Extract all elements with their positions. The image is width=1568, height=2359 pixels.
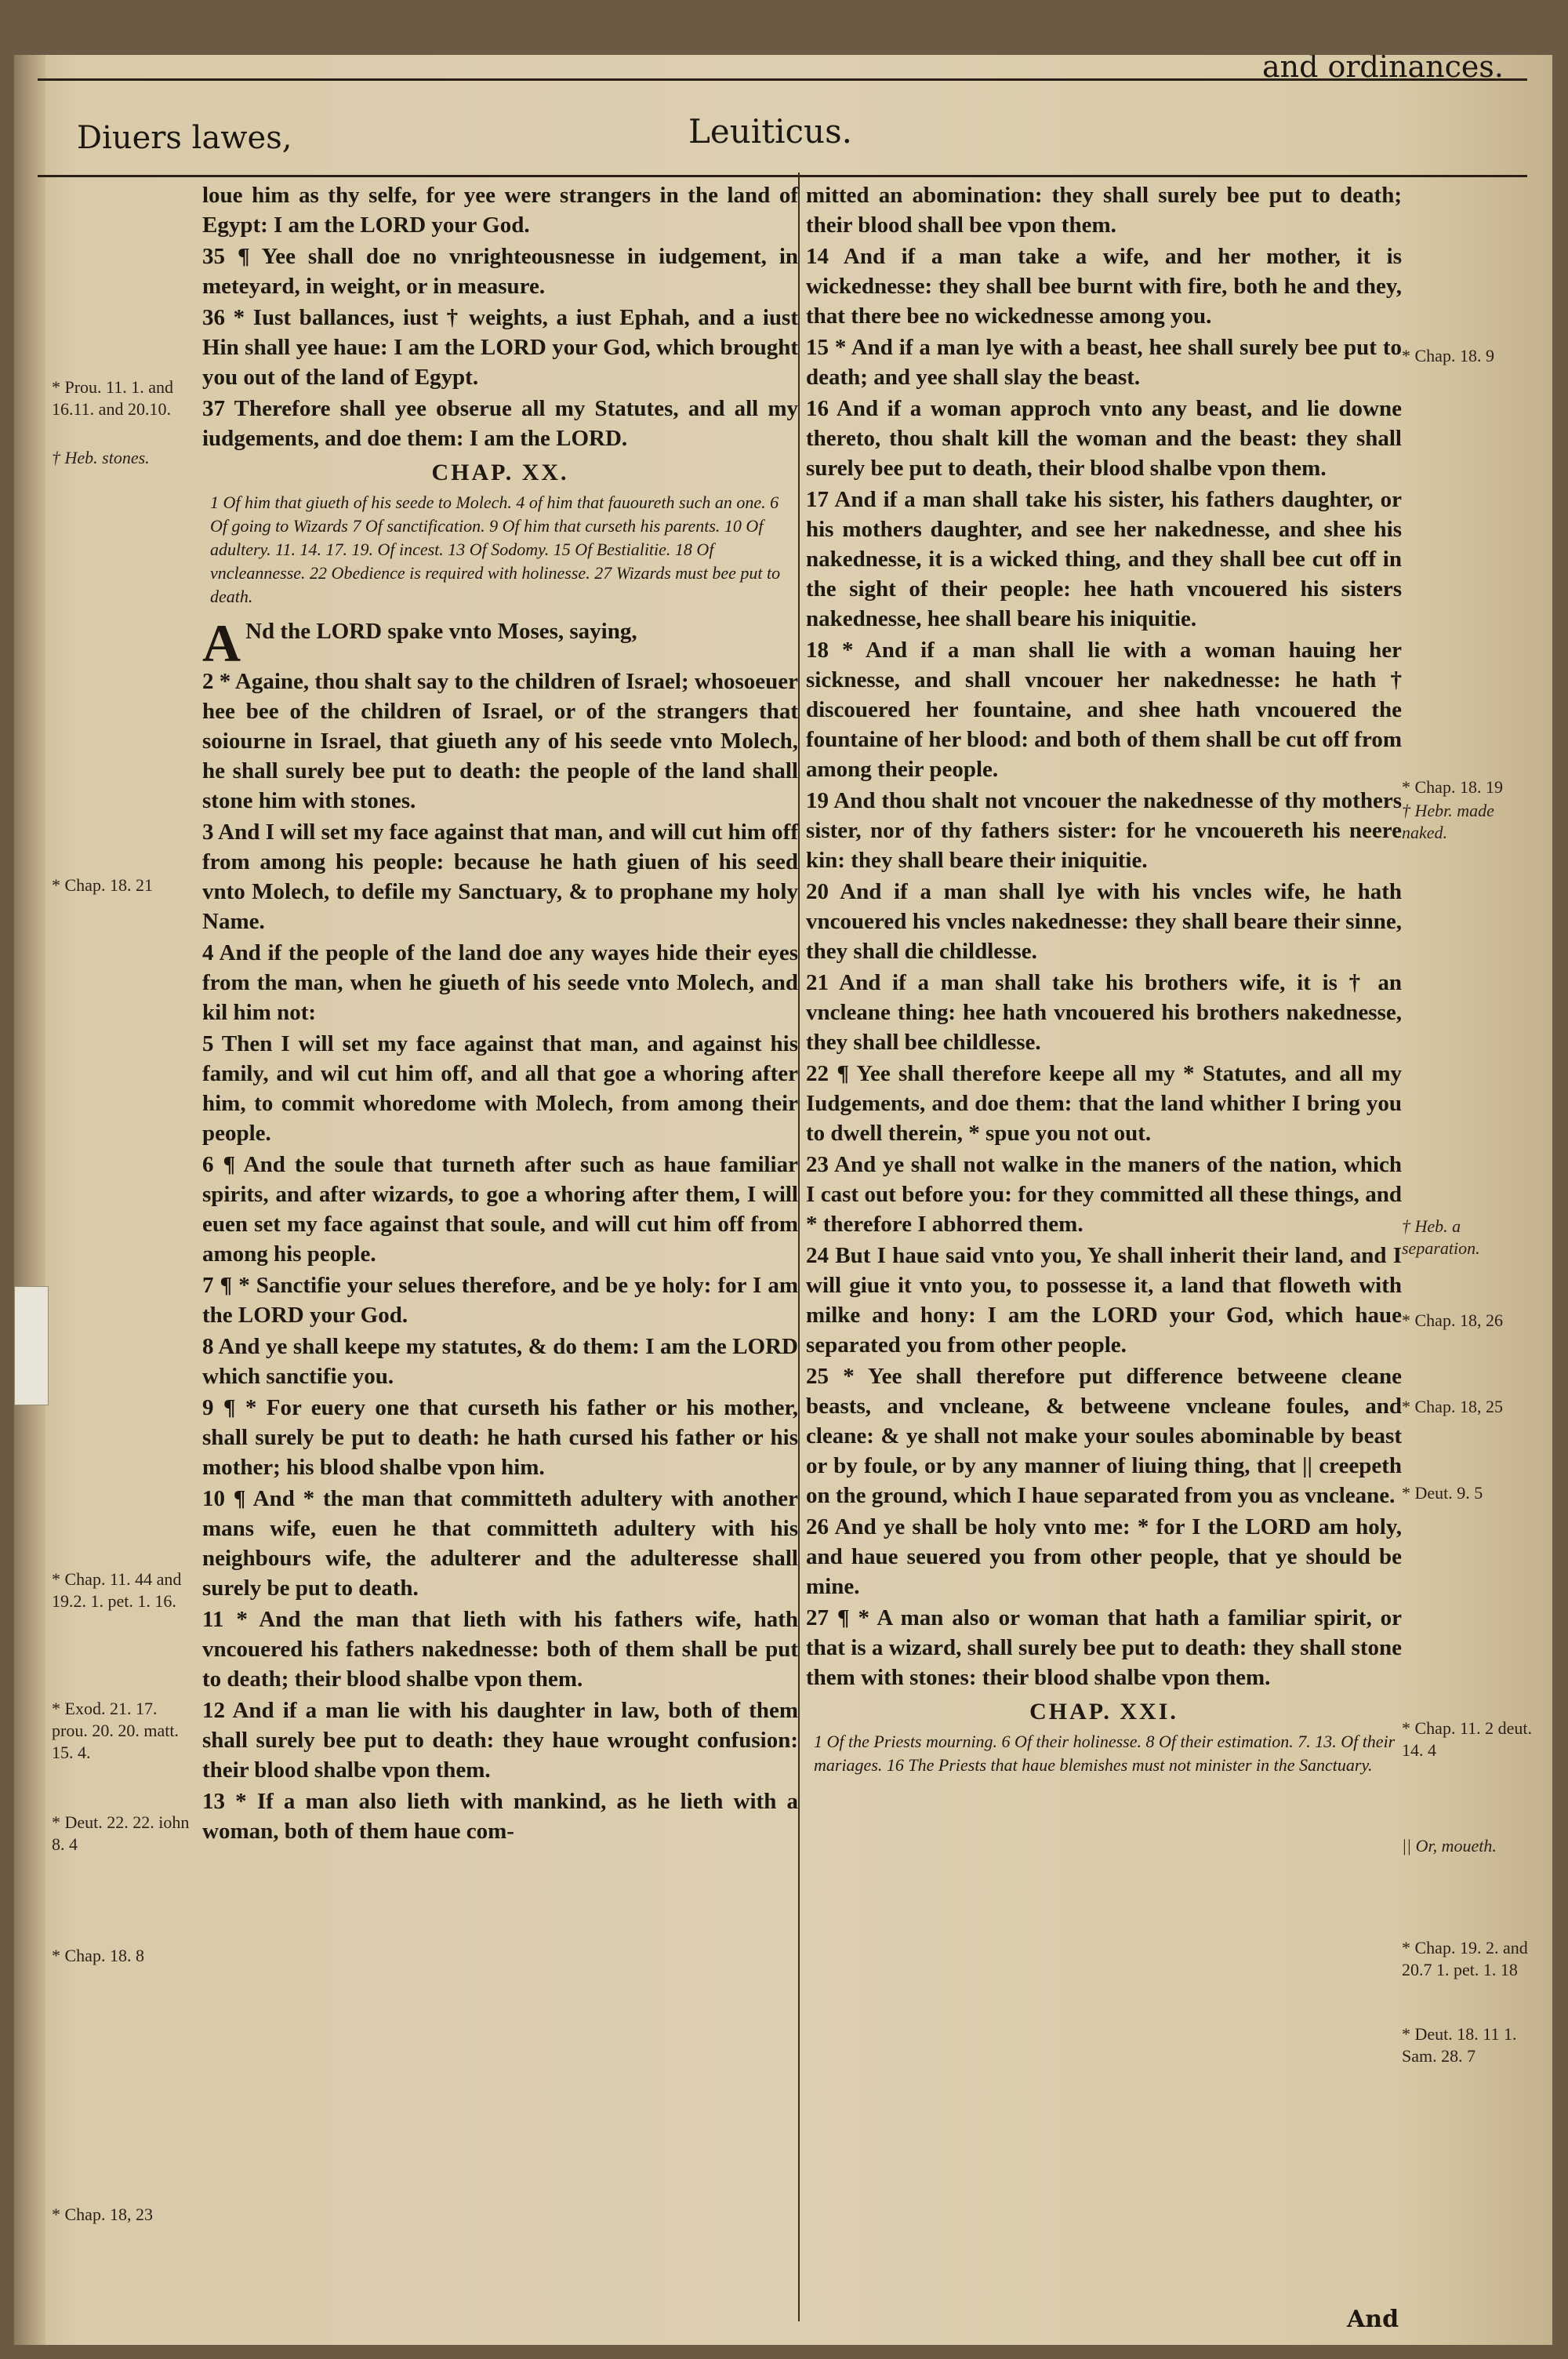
margin-note-r-chap18-25: * Chap. 18, 25 bbox=[1402, 1397, 1503, 1416]
verse-13-continuation: mitted an abomination: they shall surely bee put to death; their blood shall bee vpon them. bbox=[806, 183, 1402, 238]
margin-note-r-chap18-26: * Chap. 18, 26 bbox=[1402, 1310, 1503, 1330]
verse-26: 26 And ye shall be holy vnto me: * for I the LORD am holy, and haue seuered you from other people, that ye should be mine. bbox=[806, 1514, 1402, 1599]
margin-note-chap18-21: * Chap. 18. 21 bbox=[52, 875, 153, 895]
verse-7: 7 ¶ * Sanctifie your selues therefore, and be ye holy: for I am the LORD your God. bbox=[202, 1273, 798, 1328]
verse-5: 5 Then I will set my face against that man, and against his family, and wil cut him off, and all that goe a whoring after him, to commit whoredome with Molech, from among their people. bbox=[202, 1031, 798, 1146]
verse-10: 10 ¶ And * the man that committeth adultery with another mans wife, euen he that committeth adultery with his neighbours wife, the adulterer and the adulteresse shall surely be put to death. bbox=[202, 1486, 798, 1601]
verse-6: 6 ¶ And the soule that turneth after such as haue familiar spirits, and after wizards, to goe a whoring after them, I will euen set my face against that soule, and will cut him off from among his people. bbox=[202, 1152, 798, 1267]
chapter-title-xx: CHAP. XX. bbox=[431, 460, 569, 485]
margin-note-r-deut18: * Deut. 18. 11 1. Sam. 28. 7 bbox=[1402, 2024, 1517, 2066]
bible-page bbox=[14, 55, 1552, 2345]
verse-25: 25 * Yee shall therefore put difference betweene cleane beasts, and vncleane, & betweene vncleane foules, and cleane: & ye shall not make your soules abominable by beast or by foule, or by any manner of liuing thing, that || creepeth on the ground, which I haue separated from you as vncleane. bbox=[806, 1364, 1402, 1508]
right-column bbox=[806, 180, 1402, 1785]
catchword: And bbox=[1347, 2306, 1399, 2333]
verse-continuation: loue him as thy selfe, for yee were strangers in the land of Egypt: I am the LORD your God. bbox=[202, 183, 798, 238]
page-spine-shadow bbox=[14, 55, 45, 2345]
verse-4: 4 And if the people of the land doe any wayes hide their eyes from the man, when he giueth of his seede vnto Molech, and kil him not: bbox=[202, 940, 798, 1025]
verse-2: 2 * Againe, thou shalt say to the children of Israel; whosoeuer hee bee of the children of Israel, or of the strangers that soiourne in Israel, that giueth any of his seede vnto Molech, he shall surely bee put to death: the people of the land shall stone him with stones. bbox=[202, 669, 798, 813]
margin-note-exod: * Exod. 21. 17. prou. 20. 20. matt. 15. 4. bbox=[52, 1699, 179, 1762]
chapter-title-xxi: CHAP. XXI. bbox=[1029, 1699, 1178, 1725]
margin-note-chap11-44: * Chap. 11. 44 and 19.2. 1. pet. 1. 16. bbox=[52, 1569, 182, 1611]
verse-19: 19 And thou shalt not vncouer the nakednesse of thy mothers sister, nor of thy fathers sister: for he vncouereth his neere kin: they shall beare their iniquitie. bbox=[806, 788, 1402, 873]
verse-3: 3 And I will set my face against that man, and will cut him off from among his people: because he hath giuen of his seed vnto Molech, to defile my Sanctuary, & to prophane my holy Name. bbox=[202, 820, 798, 934]
margin-note-chap18-23: * Chap. 18, 23 bbox=[52, 2205, 153, 2224]
chapter-summary-xx: 1 Of him that giueth of his seede to Molech. 4 of him that fauoureth such an one. 6 Of going to Wizards 7 Of sanctification. 9 Of him that curseth his parents. 10 Of adultery. 11. 14. 17. 19. Of incest. 13 Of Sodomy. 15 Of Bestialitie. 18 Of vncleannesse. 22 Obedience is required with holinesse. 27 Wizards must bee put to death. bbox=[210, 493, 781, 606]
margin-note-r-heb-naked: † Hebr. made naked. bbox=[1402, 801, 1494, 842]
header-right: and ordinances. bbox=[1261, 55, 1504, 84]
verse-1 bbox=[202, 613, 798, 673]
margin-note-chap18-8: * Chap. 18. 8 bbox=[52, 1946, 144, 1965]
verse-15: 15 * And if a man lye with a beast, hee shall surely bee put to death; and yee shall slay the beast. bbox=[806, 335, 1402, 390]
verse-11: 11 * And the man that lieth with his fathers wife, hath vncouered his fathers nakednesse: both of them shall be put to death; their blood shalbe vpon them. bbox=[202, 1607, 798, 1692]
verse-22: 22 ¶ Yee shall therefore keepe all my * Statutes, and all my Iudgements, and doe them: that the land whither I bring you to dwell therein, * spue you not out. bbox=[806, 1061, 1402, 1146]
verse-37: 37 Therefore shall yee obserue all my Statutes, and all my iudgements, and doe them: I am the LORD. bbox=[202, 396, 798, 451]
margin-note-r-chap18-19: * Chap. 18. 19 bbox=[1402, 777, 1503, 797]
margin-note-deut: * Deut. 22. 22. iohn 8. 4 bbox=[52, 1812, 190, 1854]
verse-21: 21 And if a man shall take his brothers wife, it is † an vncleane thing: hee hath vncouered his brothers nakednesse, they shall bee childlesse. bbox=[806, 970, 1402, 1055]
margin-note-r-chap18-9: * Chap. 18. 9 bbox=[1402, 346, 1494, 365]
verse-24: 24 But I haue said vnto you, Ye shall inherit their land, and I will giue it vnto you, to possesse it, a land that floweth with milke and hony: I am the LORD your God, which haue separated you from other people. bbox=[806, 1243, 1402, 1358]
header-left: Diuers lawes, bbox=[77, 120, 292, 156]
running-header bbox=[38, 55, 1527, 177]
verse-12: 12 And if a man lie with his daughter in law, both of them shall surely bee put to death: they haue wrought confusion: their blood shalbe vpon them. bbox=[202, 1698, 798, 1783]
margin-note-r-chap11-2: * Chap. 11. 2 deut. 14. 4 bbox=[1402, 1718, 1532, 1760]
verse-18: 18 * And if a man shall lie with a woman hauing her sicknesse, and shall vncouer her nakednesse: he hath † discouered her fountaine, and shee hath vncouered the fountaine of her blood: and both of them shall be cut off from among their people. bbox=[806, 638, 1402, 782]
chapter-summary-xxi: 1 Of the Priests mourning. 6 Of their holinesse. 8 Of their estimation. 7. 13. Of their mariages. 16 The Priests that haue blemishes must not minister in the Sanctuary. bbox=[814, 1732, 1396, 1775]
verse-1-text: Nd the LORD spake vnto Moses, saying, bbox=[245, 619, 637, 644]
verse-20: 20 And if a man shall lye with his vncles wife, he hath vncouered his vncles nakednesse: they shall beare their sinne, they shall die childlesse. bbox=[806, 879, 1402, 964]
column-rule bbox=[798, 173, 800, 2321]
margin-note-heb-stones: † Heb. stones. bbox=[52, 448, 150, 467]
drop-cap: A bbox=[202, 613, 241, 673]
verse-23: 23 And ye shall not walke in the maners of the nation, which I cast out before you: for they committed all these things, and * therefore I abhorred them. bbox=[806, 1152, 1402, 1237]
verse-35: 35 ¶ Yee shall doe no vnrighteousnesse in iudgement, in meteyard, in weight, or in measure. bbox=[202, 244, 798, 299]
margin-note-r-chap19-2: * Chap. 19. 2. and 20.7 1. pet. 1. 18 bbox=[1402, 1938, 1528, 1979]
margin-note-r-heb-separation: † Heb. a separation. bbox=[1402, 1216, 1480, 1258]
library-stamp bbox=[14, 1286, 49, 1405]
verse-17: 17 And if a man shall take his sister, his fathers daughter, or his mothers daughter, and see her nakednesse, and shee his nakednesse, it is a wicked thing, and they shall bee cut off in the sight of their people: hee hath vncouered his sisters nakednesse, hee shall beare his iniquitie. bbox=[806, 487, 1402, 631]
verse-9: 9 ¶ * For euery one that curseth his father or his mother, shall surely be put to death: he hath cursed his father or his mother; his blood shalbe vpon him. bbox=[202, 1395, 798, 1480]
left-column bbox=[202, 180, 798, 1848]
margin-note-prou: * Prou. 11. 1. and 16.11. and 20.10. bbox=[52, 377, 174, 419]
header-center: Leuiticus. bbox=[688, 112, 853, 151]
verse-13: 13 * If a man also lieth with mankind, as he lieth with a woman, both of them haue com- bbox=[202, 1789, 798, 1844]
verse-36: 36 * Iust ballances, iust † weights, a iust Ephah, and a iust Hin shall yee haue: I am the LORD your God, which brought you out of the land of Egypt. bbox=[202, 305, 798, 390]
verse-14: 14 And if a man take a wife, and her mother, it is wickednesse: they shall bee burnt with fire, both he and they, that there bee no wickednesse among you. bbox=[806, 244, 1402, 329]
verse-8: 8 And ye shall keepe my statutes, & do them: I am the LORD which sanctifie you. bbox=[202, 1334, 798, 1389]
verse-27: 27 ¶ * A man also or woman that hath a familiar spirit, or that is a wizard, shall surely bee put to death: they shall stone them with stones: their blood shalbe vpon them. bbox=[806, 1605, 1402, 1690]
margin-note-r-deut9: * Deut. 9. 5 bbox=[1402, 1483, 1483, 1503]
margin-note-r-moueth: || Or, moueth. bbox=[1402, 1836, 1497, 1856]
verse-16: 16 And if a woman approch vnto any beast, and lie downe thereto, thou shalt kill the woman and the beast: they shall surely bee put to death, their blood shalbe vpon them. bbox=[806, 396, 1402, 481]
